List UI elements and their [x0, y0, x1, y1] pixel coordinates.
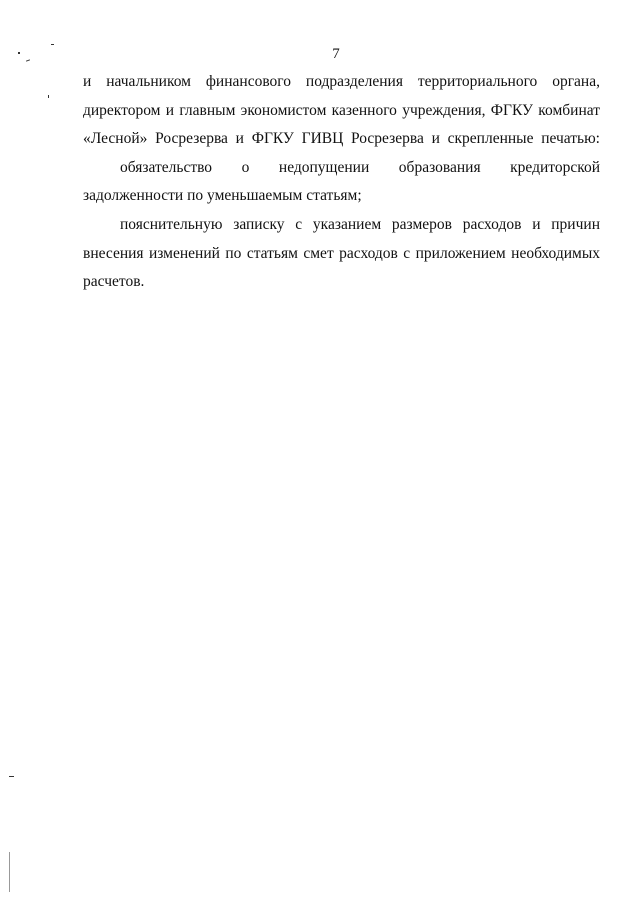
scan-mark	[48, 95, 49, 98]
list-item-line: расчетов.	[83, 273, 145, 291]
scan-mark	[51, 44, 54, 45]
list-item-line: задолженности по уменьшаемым статьям;	[83, 187, 362, 205]
scan-mark	[9, 852, 10, 892]
body-line: «Лесной» Росрезерва и ФГКУ ГИВЦ Росрезерва и скрепленные печатью:	[83, 130, 600, 148]
list-item-line: обязательство о недопущении образования кредиторской	[120, 158, 600, 176]
list-item-line: внесения изменений по статьям смет расходов с приложением необходимых	[83, 244, 600, 262]
scan-mark	[9, 776, 14, 777]
document-body	[83, 68, 600, 297]
body-line: директором и главным экономистом казенного учреждения, ФГКУ комбинат	[83, 101, 600, 119]
list-item-line: пояснительную записку с указанием размеров расходов и причин	[120, 215, 600, 233]
body-line: и начальником финансового подразделения территориального органа,	[83, 73, 600, 90]
page-number: 7	[332, 46, 340, 62]
